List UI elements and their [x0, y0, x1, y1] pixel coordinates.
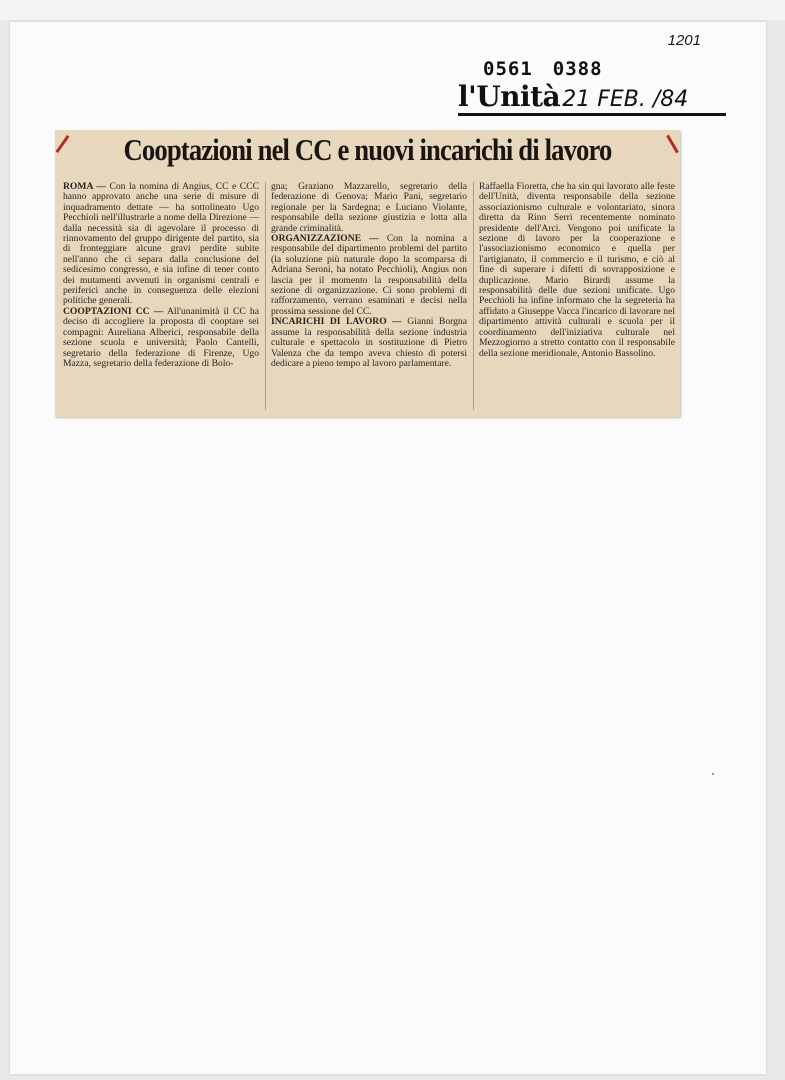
scan-top-edge	[0, 0, 785, 20]
paragraph	[271, 234, 467, 317]
scan-speck	[712, 773, 714, 775]
paragraph-text: Con la nomina di Angius, CC e CCC hanno approvato anche una serie di misure di inquadramento dettate — ha sottolineato Ugo Pecchioli nell'illustrarle a nome della Direzione — dalla necessità sia di agevolare il processo di rinnovamento del gruppo dirigente del partito, sia di fronteggiare alcune gravi perdite subite nell'anno che ci separa dalla conclusione del sedicesimo congresso, e sia infine di tener conto dei mutamenti avvenuti in organismi centrali e periferici anche in conseguenza delle elezioni politiche generali.	[63, 182, 259, 307]
paragraph-text: All'unanimità il CC ha deciso di accogliere la proposta di cooptare sei compagni: Aureliana Alberici, responsabile della sezione scuola e università; Paolo Cantelli, segretario della federazione di Firenze, Ugo Mazza, segretario della federazione di Bolo-	[63, 305, 259, 369]
section-heading-organizzazione: ORGANIZZAZIONE —	[271, 233, 379, 245]
section-heading-cooptazioni: COOPTAZIONI CC —	[63, 305, 164, 317]
newspaper-clipping	[55, 130, 680, 417]
article-body	[63, 182, 675, 414]
paragraph	[63, 307, 259, 369]
red-marker-tick-right	[666, 135, 679, 154]
newspaper-name: l'Unità	[458, 80, 561, 113]
article-headline: Cooptazioni nel CC e nuovi incarichi di lavoro	[123, 132, 612, 167]
paragraph-text: Gianni Borgna assume la responsabilità della sezione industria culturale e spettacolo in sostituzione di Pietro Valenza che da tempo aveva chiesto di potersi dedicare a pieno tempo al lavoro parlamentare.	[271, 316, 467, 369]
article-column-3	[479, 182, 675, 414]
article-column-2	[271, 182, 467, 414]
paragraph	[271, 182, 467, 234]
stamp-code-a: 0561	[483, 58, 533, 80]
article-column-1	[63, 182, 259, 414]
column-divider	[265, 182, 266, 410]
archive-number: 1201	[667, 32, 701, 49]
paragraph	[271, 317, 467, 369]
paragraph-text: Raffaella Fioretta, che ha sin qui lavorato alle feste dell'Unità, diventa responsabile della sezione associazionismo culturale e volontariato, sinora diretta da Rino Serri recentemente nominato presidente dell'Arci. Vengono poi unificate la sezione di lavoro per la cooperazione e l'associazionismo economico e quella per l'artigianato, il commercio e il turismo, e ciò al fine di superare i difetti di sovrapposizione e duplicazione. Mario Birardi assume la responsabilità delle due sezioni unificate. Ugo Pecchioli ha infine informato che la segreteria ha affidato a Giuseppe Vacca l'incarico di lavorare nel dipartimento attività culturali e scuola per il coordinamento dell'iniziativa culturale nel Mezzogiorno a stretto contatto con il responsabile della sezione meridionale, Antonio Bassolino.	[479, 182, 675, 359]
section-heading-incarichi: INCARICHI DI LAVORO —	[271, 316, 402, 328]
red-marker-tick-left	[56, 135, 70, 153]
stamp-code-b: 0388	[552, 58, 603, 80]
paragraph	[63, 182, 259, 307]
handwritten-date: 21 FEB. /84	[562, 87, 689, 112]
archive-stamp	[483, 58, 623, 80]
paragraph-lead: ROMA —	[63, 182, 106, 192]
column-divider	[473, 182, 474, 410]
paragraph-text: gna; Graziano Mazzarello, segretario della federazione di Genova; Mario Pani, segretario regionale per la Sardegna; e Luciano Violante, responsabile della sezione giustizia e lotta alla grande criminalità.	[271, 182, 467, 234]
paragraph-text: Con la nomina a responsabile del dipartimento problemi del partito (la soluzione più naturale dopo la scomparsa di Adriana Seroni, ha notato Pecchioli), Angius non lascia per il momento la responsabilità della sezione di organizzazione. Ci sono problemi di rafforzamento, verrano esaminati e decisi nella prossima sessione del CC.	[271, 233, 467, 317]
newspaper-masthead	[458, 80, 726, 116]
paragraph	[479, 182, 675, 359]
